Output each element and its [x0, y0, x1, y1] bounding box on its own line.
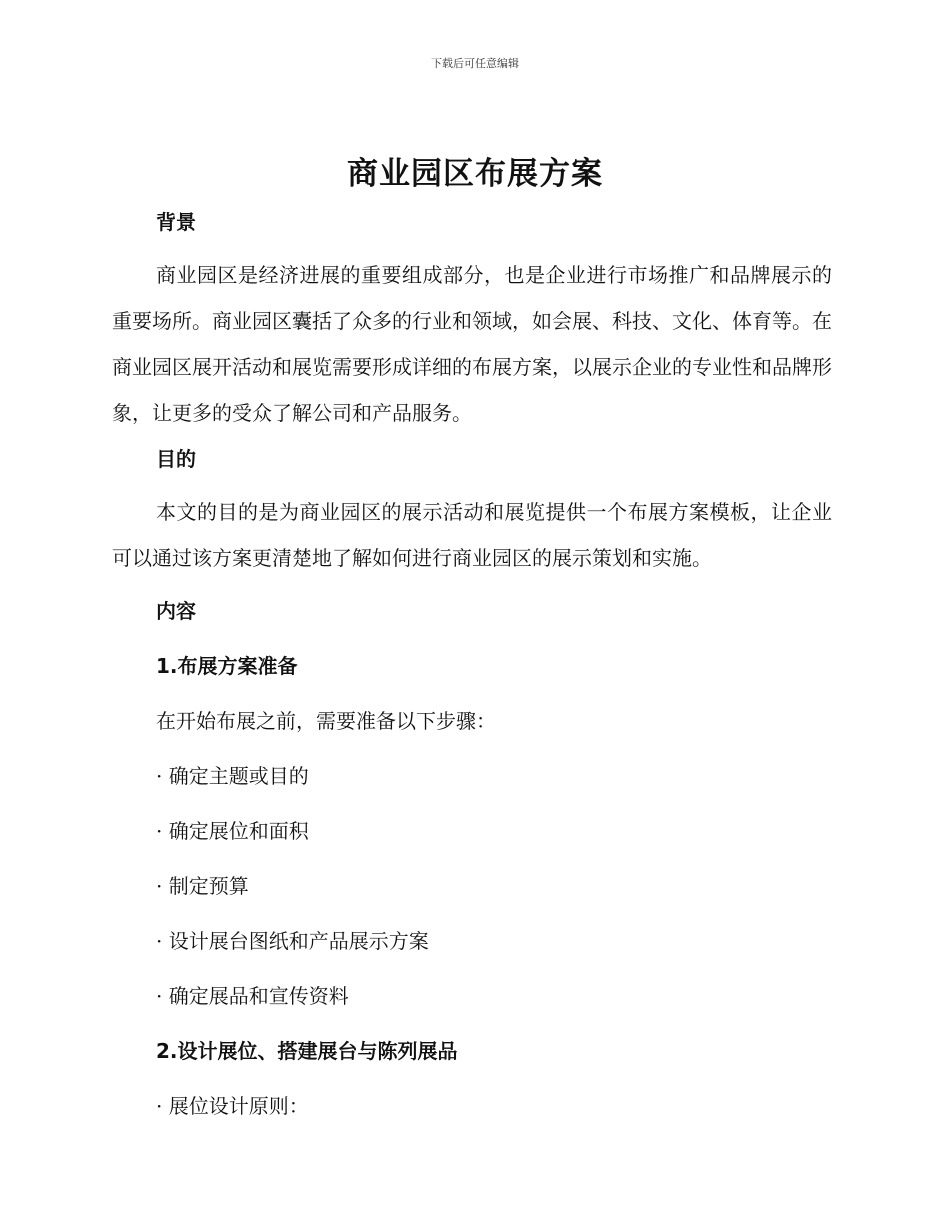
list-item: · 确定主题或目的	[156, 764, 309, 788]
section-heading-purpose: 目的	[156, 447, 196, 471]
page-title: 商业园区布展方案	[347, 156, 603, 192]
preparation-intro: 在开始布展之前，需要准备以下步骤：	[156, 709, 496, 733]
paragraph-background: 商业园区是经济进展的重要组成部分，也是企业进行市场推广和品牌展示的重要场所。商业园区囊括了众多的行业和领域，如会展、科技、文化、体育等。在商业园区展开活动和展览需要形成详细的布展方案，以展示企业的专业性和品牌形象，让更多的受众了解公司和产品服务。	[112, 263, 832, 425]
list-item: · 确定展品和宣传资料	[156, 984, 349, 1008]
list-item: · 制定预算	[156, 874, 249, 898]
list-item: · 展位设计原则：	[156, 1094, 309, 1118]
subsection-heading-booth-design: 2.设计展位、搭建展台与陈列展品	[156, 1039, 458, 1063]
section-heading-background: 背景	[156, 210, 196, 234]
list-item: · 确定展位和面积	[156, 819, 309, 843]
header-note: 下载后可任意编辑	[431, 57, 519, 70]
subsection-heading-preparation: 1.布展方案准备	[156, 654, 298, 678]
list-item: · 设计展台图纸和产品展示方案	[156, 929, 429, 953]
paragraph-purpose: 本文的目的是为商业园区的展示活动和展览提供一个布展方案模板，让企业可以通过该方案更清楚地了解如何进行商业园区的展示策划和实施。	[112, 500, 832, 570]
section-heading-content: 内容	[156, 599, 196, 623]
